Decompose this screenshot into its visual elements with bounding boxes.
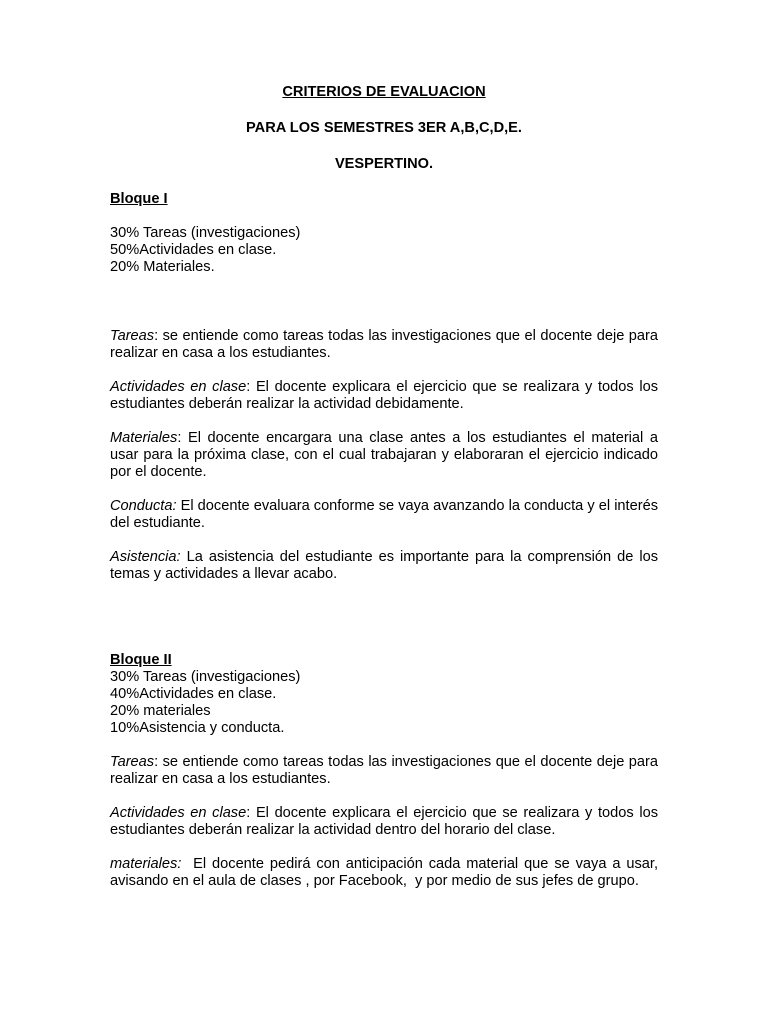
bloque-2-paragraph-actividades	[110, 805, 658, 839]
bloque-2-paragraph-tareas	[110, 754, 658, 788]
bloque-1-paragraph-materiales	[110, 430, 658, 481]
term-label: Asistencia:	[110, 549, 181, 565]
bloque-1-paragraph-tareas	[110, 328, 658, 362]
term-separator: :	[246, 805, 251, 821]
bloque-1-paragraph-conducta	[110, 498, 658, 532]
bloque-2-heading: Bloque II	[110, 652, 172, 668]
list-item: 20% Materiales.	[110, 259, 215, 275]
paragraph-text: se entiende como tareas todas las investigaciones que el docente deje para realizar en casa a los estudiantes.	[110, 328, 658, 361]
term-label: Tareas	[110, 328, 155, 344]
term-label: Actividades en clase	[110, 379, 247, 395]
paragraph-text: El docente pedirá con anticipación cada material que se vaya a usar, avisando en el aula de clases , por Facebook, y por medio de sus jefes de grupo.	[110, 856, 663, 889]
term-label: Tareas	[110, 754, 155, 770]
term-separator: :	[177, 430, 182, 446]
bloque-2-paragraph-materiales	[110, 856, 663, 890]
list-item: 30% Tareas (investigaciones)	[110, 225, 301, 241]
bloque-2-weights	[110, 669, 658, 737]
paragraph-text: El docente encargara una clase antes a los estudiantes el material a usar para la próxima clase, con el cual trabajaran y elaboraran el ejercicio indicado por el docente.	[110, 430, 658, 480]
bloque-1-paragraph-actividades	[110, 379, 658, 413]
document-subtitle: PARA LOS SEMESTRES 3ER A,B,C,D,E.	[246, 120, 522, 136]
document-title: CRITERIOS DE EVALUACION	[282, 84, 486, 100]
term-separator: :	[246, 379, 251, 395]
document-body	[110, 84, 663, 890]
term-label: materiales:	[110, 856, 182, 872]
paragraph-text: se entiende como tareas todas las investigaciones que el docente deje para realizar en casa a los estudiantes.	[110, 754, 658, 787]
bloque-1-paragraph-asistencia	[110, 549, 658, 583]
term-separator: :	[154, 754, 159, 770]
paragraph-text: El docente explicara el ejercicio que se realizara y todos los estudiantes deberán realizar la actividad dentro del horario del clase.	[110, 805, 658, 838]
paragraph-text: El docente explicara el ejercicio que se realizara y todos los estudiantes deberán realizar la actividad debidamente.	[110, 379, 658, 412]
list-item: 40%Actividades en clase.	[110, 686, 277, 702]
bloque-1-weights	[110, 225, 658, 276]
list-item: 10%Asistencia y conducta.	[110, 720, 285, 736]
bloque-1-heading: Bloque I	[110, 191, 168, 207]
term-separator: :	[154, 328, 159, 344]
paragraph-text: El docente evaluara conforme se vaya avanzando la conducta y el interés del estudiante.	[110, 498, 658, 531]
term-label: Materiales	[110, 430, 178, 446]
paragraph-text: La asistencia del estudiante es importante para la comprensión de los temas y actividades a llevar acabo.	[110, 549, 658, 582]
list-item: 20% materiales	[110, 703, 211, 719]
term-label: Actividades en clase	[110, 805, 247, 821]
document-shift: VESPERTINO.	[334, 156, 434, 172]
term-label: Conducta:	[110, 498, 177, 514]
list-item: 30% Tareas (investigaciones)	[110, 669, 301, 685]
list-item: 50%Actividades en clase.	[110, 242, 277, 258]
